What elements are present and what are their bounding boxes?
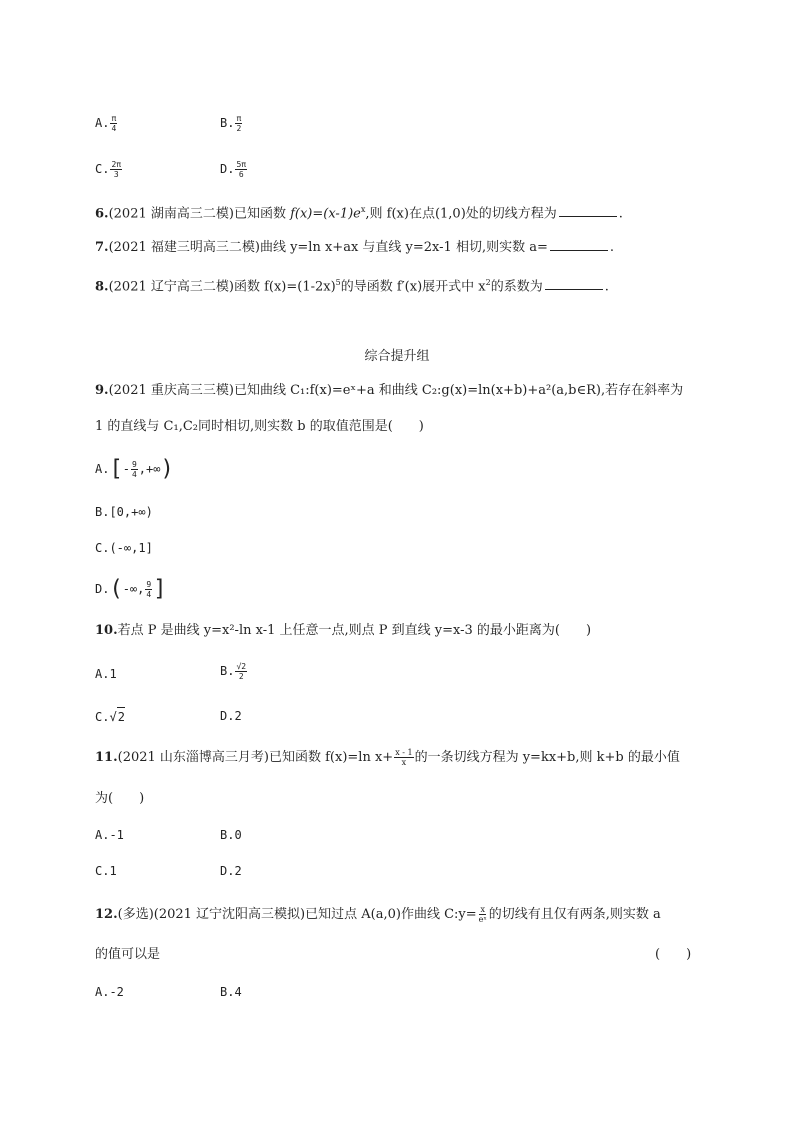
question-7: 7.(2021 福建三明高三二模)曲线 y=ln x+ax 与直线 y=2x-1 相切,则实数 a= . (95, 240, 614, 255)
question-9-line-2: 1 的直线与 C₁,C₂同时相切,则实数 b 的取值范围是( ) (95, 419, 424, 434)
left-bracket: [ (109, 456, 123, 482)
question-11-line-1: 11.(2021 山东淄博高三月考)已知函数 f(x)=ln x+ $\frac{x - 1}{x}$ 的一条切线方程为 y=kx+b,则 k+b 的最小值 (95, 748, 680, 767)
question-6: 6.(2021 湖南高三二模)已知函数 $f(x)=(x-1)e^x$,则 f(x)在点(1,0)处的切线方程为 . (95, 205, 623, 222)
fraction: $\frac{9}{4}$ (131, 460, 137, 479)
q10-option-a: A.1 (95, 667, 117, 681)
q10-option-c: C.√2 (95, 707, 125, 726)
q12-option-a: A.-2 (95, 985, 124, 999)
fraction: $\frac{x}{\text{eˣ}}$ (478, 905, 487, 924)
q9-option-c: C.(-∞,1] (95, 541, 153, 555)
right-bracket: ] (153, 576, 167, 602)
fraction: $\frac{2\pi}{3}$ (111, 160, 122, 179)
option-label: A. (95, 116, 110, 130)
option-a (95, 114, 118, 133)
question-11-line-2: 为( ) (95, 791, 145, 806)
q9-option-a: A.[- $\frac{9}{4}$ ,+∞) (95, 456, 174, 482)
fraction: $\frac{\pi}{4}$ (111, 114, 117, 133)
answer-blank[interactable] (550, 238, 608, 251)
left-paren: ( (109, 576, 123, 602)
question-8: 8.(2021 辽宁高三二模)函数 $f(x)=(1-2x)^5$的导函数 f′(x)展开式中 $x^2$的系数为 . (95, 278, 609, 295)
q9-option-b: B.[0,+∞) (95, 505, 153, 519)
q10-option-d: D.2 (220, 709, 242, 723)
fraction: $\frac{5\pi}{6}$ (236, 160, 247, 179)
right-paren: ) (160, 456, 174, 482)
section-title: 综合提升组 (364, 349, 430, 364)
question-number: 10. (95, 623, 118, 638)
q11-option-c: C.1 (95, 864, 117, 878)
fraction: $\frac{\pi}{2}$ (236, 114, 242, 133)
question-10: 10.若点 P 是曲线 y=x²-ln x-1 上任意一点,则点 P 到直线 y=x-3 的最小距离为( ) (95, 623, 592, 638)
question-number: 9. (95, 383, 109, 398)
q11-option-d: D.2 (220, 864, 242, 878)
question-number: 8. (95, 279, 109, 295)
question-12-line-1: 12.(多选)(2021 辽宁沈阳高三模拟)已知过点 A(a,0)作曲线 C:y= $\frac{x}{\text{eˣ}}$ 的切线有且仅有两条,则实数 a (95, 905, 661, 924)
question-number: 11. (95, 750, 118, 765)
fraction: $\frac{x - 1}{x}$ (395, 748, 413, 767)
q11-option-b: B.0 (220, 828, 242, 842)
q11-option-a: A.-1 (95, 828, 124, 842)
q10-option-b: B. $\frac{√2}{2}$ (220, 662, 247, 681)
sqrt-icon: √ (109, 710, 117, 724)
option-c: C. $\frac{2\pi}{3}$ (95, 160, 122, 179)
fraction: $\frac{√2}{2}$ (236, 662, 247, 681)
option-d: D. $\frac{5\pi}{6}$ (220, 160, 247, 179)
question-number: 7. (95, 240, 109, 255)
fraction: $\frac{9}{4}$ (146, 580, 152, 599)
question-9-line-1: 9.(2021 重庆高三三模)已知曲线 C₁:f(x)=eˣ+a 和曲线 C₂:g(x)=ln(x+b)+a²(a,b∈R),若存在斜率为 (95, 383, 684, 398)
answer-blank[interactable] (559, 204, 617, 217)
answer-paren: ( ) (655, 947, 692, 962)
q12-option-b: B.4 (220, 985, 242, 999)
question-12-line-2: 的值可以是 (95, 947, 161, 962)
q9-option-d: D.(-∞, $\frac{9}{4}$ ] (95, 576, 167, 602)
answer-blank[interactable] (545, 277, 603, 290)
question-number: 12. (95, 907, 118, 922)
option-b: B. $\frac{\pi}{2}$ (220, 114, 242, 133)
question-number: 6. (95, 206, 109, 222)
